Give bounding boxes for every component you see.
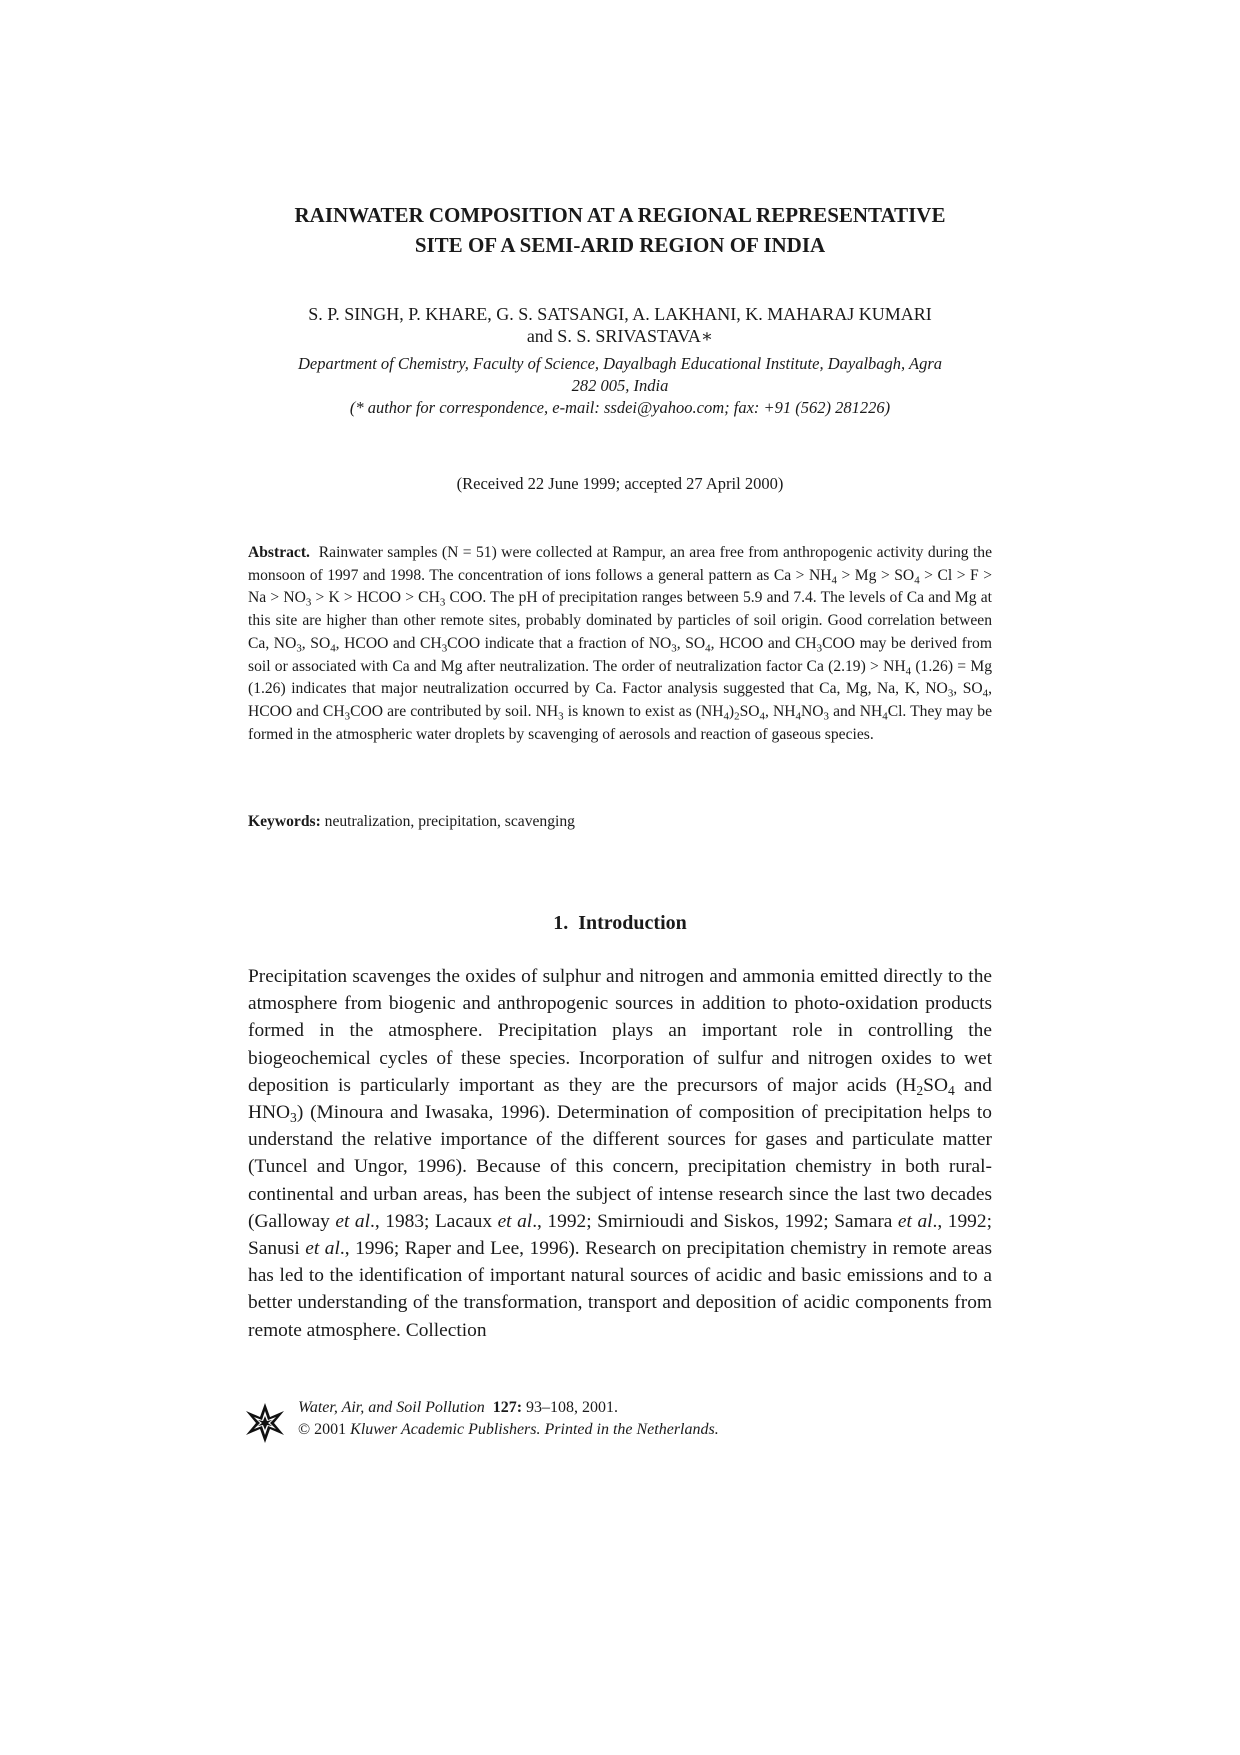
- subscript: 4: [914, 573, 920, 586]
- subscript: 4: [947, 1082, 955, 1098]
- et-al: et al: [335, 1210, 371, 1232]
- section-title: Introduction: [578, 912, 687, 934]
- publisher-name: Kluwer Academic Publishers. Printed in the Netherlands.: [350, 1421, 719, 1438]
- title-line-1: RAINWATER COMPOSITION AT A REGIONAL REPRESENTATIVE: [294, 203, 946, 227]
- body-text: SO: [923, 1074, 948, 1096]
- keywords: [248, 811, 992, 833]
- abstract-text: , SO: [301, 634, 331, 652]
- subscript: 3: [439, 596, 446, 609]
- abstract: [248, 542, 992, 746]
- abstract-text: COO. The pH of precipitation ranges between 5.9 and 7.4. The levels of Ca and Mg at this site are higher than other remote sites, probably dominated by particles of soil origin. Good correlation between Ca, NO: [248, 589, 992, 652]
- subscript: 3: [441, 642, 448, 655]
- subscript: 2: [916, 1082, 924, 1098]
- abstract-text: ): [728, 702, 735, 720]
- author-list: [200, 303, 1040, 347]
- subscript: 3: [344, 710, 351, 723]
- journal-volume: 127:: [492, 1399, 523, 1416]
- abstract-text: > Cl > F > Na > NO: [248, 566, 993, 607]
- subscript: 4: [905, 664, 912, 677]
- abstract-text: , HCOO and CH: [335, 634, 442, 652]
- abstract-text: Rainwater samples (N = 51) were collected at Rampur, an area free from anthropogenic activity during the monsoon of 1997 and 1998. The concentration of ions follows a general pattern as Ca > NH: [248, 544, 992, 584]
- abstract-text: (1.26) = Mg (1.26) indicates that major neutralization occurred by Ca. Factor analysis suggested that Ca, Mg, Na, K, NO: [248, 657, 992, 698]
- subscript: 4: [723, 710, 729, 723]
- abstract-label: Abstract.: [248, 544, 310, 561]
- affiliation-line-1: Department of Chemistry, Faculty of Science, Dayalbagh Educational Institute, Dayalbagh, Agra: [297, 354, 942, 373]
- journal-footer: [246, 1397, 946, 1449]
- abstract-text: , SO: [953, 680, 983, 698]
- subscript: 3: [296, 642, 302, 655]
- subscript: 3: [305, 596, 312, 609]
- abstract-text: COO are contributed by soil. NH: [350, 702, 559, 720]
- section-heading-introduction: [200, 910, 1040, 936]
- journal-pages: 93–108, 2001.: [522, 1399, 619, 1416]
- subscript: 4: [795, 710, 801, 723]
- et-al: et al: [305, 1238, 340, 1260]
- subscript: 3: [671, 642, 677, 655]
- introduction-paragraph: [248, 963, 992, 1344]
- affiliation-line-2: 282 005, India: [571, 376, 669, 395]
- subscript: 4: [759, 710, 765, 723]
- subscript: 3: [290, 1110, 297, 1126]
- journal-name: Water, Air, and Soil Pollution: [298, 1399, 485, 1416]
- section-number: 1.: [553, 912, 569, 934]
- authors-line-1: S. P. SINGH, P. KHARE, G. S. SATSANGI, A. LAKHANI, K. MAHARAJ KUMARI: [308, 304, 932, 324]
- body-text: ., 1996; Raper and Lee, 1996). Research on precipitation chemistry in remote areas has led to the identification of important natural sources of acidic and basic emissions and to a better understanding of the transformation, transport and deposition of acidic components from remote atmosphere. Collection: [248, 1238, 992, 1341]
- subscript: 3: [816, 642, 823, 655]
- footer-text: [298, 1397, 719, 1441]
- abstract-text: , SO: [676, 634, 706, 652]
- abstract-text: , HCOO and CH: [710, 634, 817, 652]
- body-text: and HNO: [248, 1074, 992, 1124]
- abstract-text: COO may be derived from soil or associated with Ca and Mg after neutralization. The order of neutralization factor Ca (2.19) > NH: [248, 634, 992, 675]
- received-dates: (Received 22 June 1999; accepted 27 April 2000): [456, 474, 784, 493]
- abstract-text: , NH: [764, 702, 796, 720]
- authors-line-2: and S. S. SRIVASTAVA∗: [526, 326, 714, 346]
- body-text: ) (Minoura and Iwasaka, 1996). Determination of composition of precipitation helps to understand the relative importance of the different sources for gases and particulate matter (Tuncel and Ungor, 1996). Because of this concern, precipitation chemistry in both rural-continental and urban areas, has been the subject of intense research since the last two decades (Galloway: [248, 1102, 992, 1232]
- abstract-text: and NH: [828, 702, 883, 720]
- title-line-2: SITE OF A SEMI-ARID REGION OF INDIA: [414, 233, 826, 257]
- paper-title: [200, 200, 1040, 260]
- subscript: 4: [831, 573, 837, 586]
- subscript: 4: [705, 642, 711, 655]
- subscript: 3: [558, 710, 564, 723]
- publisher-logo-icon: [246, 1403, 284, 1443]
- copyright-symbol: © 2001: [298, 1421, 351, 1438]
- body-text: ., 1992; Sanusi: [248, 1210, 992, 1260]
- body-text: ., 1992; Smirnioudi and Siskos, 1992; Samara: [532, 1210, 898, 1232]
- keywords-label: Keywords:: [248, 813, 321, 830]
- correspondence-line: (* author for correspondence, e-mail: ssdei@yahoo.com; fax: +91 (562) 281226): [349, 398, 891, 417]
- subscript: 4: [982, 687, 989, 700]
- abstract-text: SO: [739, 702, 760, 720]
- et-al: et al: [897, 1210, 933, 1232]
- subscript: 2: [734, 710, 740, 723]
- subscript: 3: [823, 710, 829, 723]
- abstract-text: , HCOO and CH: [248, 680, 992, 720]
- body-text: ., 1983; Lacaux: [370, 1210, 498, 1232]
- abstract-text: NO: [800, 702, 824, 720]
- abstract-text: Cl. They may be formed in the atmospheric water droplets by scavenging of aerosols and reaction of gaseous species.: [248, 702, 992, 743]
- abstract-text: > Mg > SO: [836, 566, 915, 584]
- subscript: 4: [882, 710, 888, 723]
- abstract-text: COO indicate that a fraction of NO: [447, 634, 672, 652]
- body-text: Precipitation scavenges the oxides of sulphur and nitrogen and ammonia emitted directly to the atmosphere from biogenic and anthropogenic sources in addition to photo-oxidation products formed in the atmosphere. Precipitation plays an important role in controlling the biogeochemical cycles of these species. Incorporation of sulfur and nitrogen oxides to wet deposition is particularly important as they are the precursors of major acids (H: [248, 966, 992, 1096]
- subscript: 3: [947, 687, 954, 700]
- affiliation: [240, 353, 1000, 419]
- keywords-text: neutralization, precipitation, scavenging: [324, 813, 575, 830]
- abstract-text: is known to exist as (NH: [563, 702, 724, 720]
- abstract-text: > K > HCOO > CH: [311, 589, 440, 607]
- et-al: et al: [497, 1210, 533, 1232]
- subscript: 4: [330, 642, 336, 655]
